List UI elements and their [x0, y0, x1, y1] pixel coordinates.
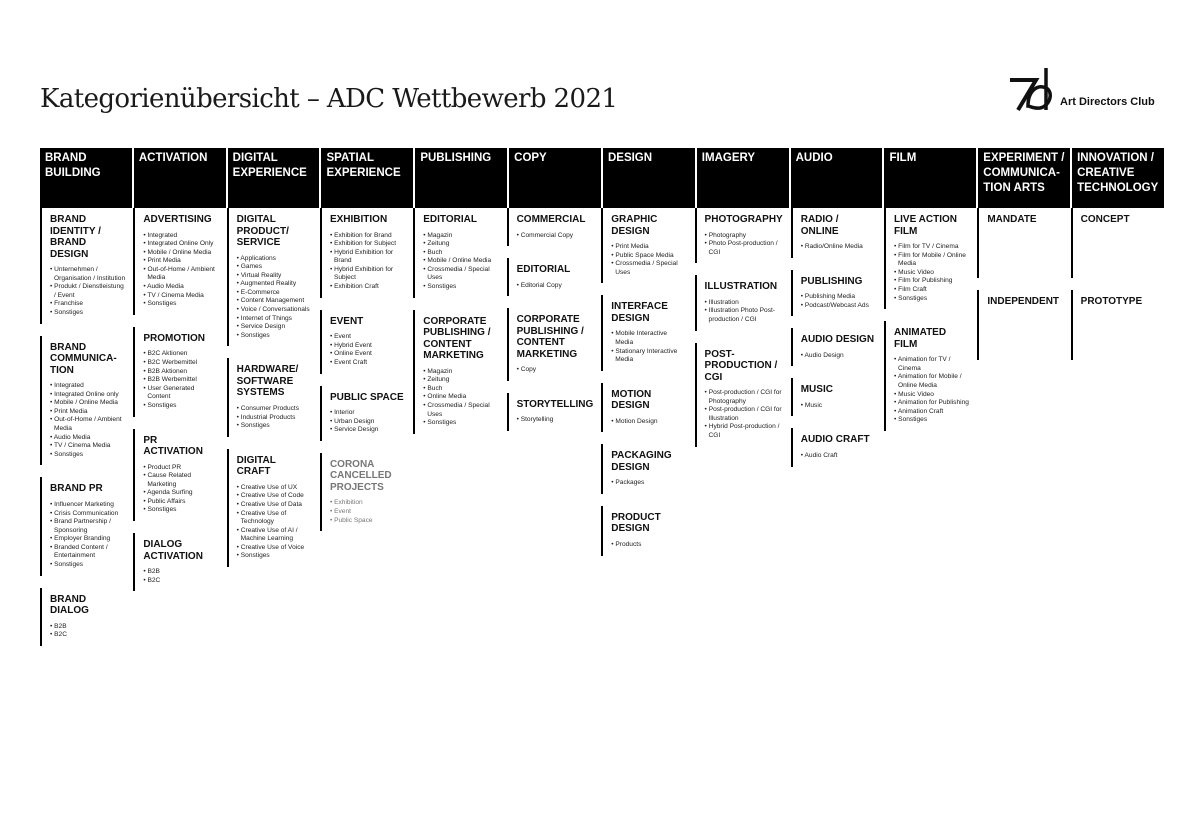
category-column	[791, 208, 884, 658]
subcategory-item: • Print Media	[143, 257, 218, 266]
subcategory-list	[705, 299, 783, 325]
category-title: CORPORATE PUBLISHING / CONTENT MARKETING	[516, 314, 584, 360]
category-column	[601, 208, 694, 658]
subcategory-item: • Games	[237, 263, 312, 272]
column-header: INNOVATION / CREATIVE TECHNOLOGY	[1072, 148, 1164, 208]
category-group	[133, 208, 226, 315]
subcategory-item: • Hybrid Post-production / CGI	[705, 423, 783, 440]
category-title: BRAND DIALOG	[50, 593, 89, 617]
subcategory-item: • Consumer Products	[237, 405, 312, 414]
category-group	[791, 378, 884, 416]
subcategory-item: • Illustration Photo Post-production / CGI	[705, 307, 783, 324]
category-group	[601, 383, 694, 433]
subcategory-item: • Print Media	[611, 243, 686, 252]
category-group	[601, 295, 694, 370]
subcategory-item: • Cause Related Marketing	[143, 472, 218, 489]
subcategory-item: • Brand Partnership / Sponsoring	[50, 518, 125, 535]
subcategory-item: • Product PR	[143, 464, 218, 473]
column-header: AUDIO	[791, 148, 885, 208]
subcategory-list	[801, 352, 876, 361]
category-column	[884, 208, 977, 658]
subcategory-item: • Photo Post-production / CGI	[705, 240, 783, 257]
category-group	[977, 208, 1070, 278]
adc-logo	[1006, 66, 1166, 116]
subcategory-item: • Zeitung	[423, 240, 498, 249]
subcategory-item: • B2B Aktionen	[143, 368, 218, 377]
subcategory-item: • Internet of Things	[237, 315, 312, 324]
category-group	[1071, 208, 1164, 278]
subcategory-item: • B2C	[143, 577, 218, 586]
column-header: PUBLISHING	[415, 148, 509, 208]
subcategory-list	[237, 405, 312, 431]
subcategory-item: • Magazin	[423, 232, 498, 241]
subcategory-item: • Employer Branding	[50, 535, 125, 544]
subcategory-list	[330, 409, 405, 435]
subcategory-list	[611, 479, 686, 488]
subcategory-list	[611, 541, 686, 550]
column-header: IMAGERY	[697, 148, 791, 208]
category-group	[40, 336, 133, 466]
subcategory-item: • Podcast/Webcast Ads	[801, 302, 876, 311]
subcategory-list	[517, 366, 594, 375]
category-title: DIGITAL CRAFT	[236, 454, 276, 478]
category-column	[133, 208, 226, 658]
subcategory-item: • Exhibition Craft	[330, 283, 405, 292]
subcategory-item: • Mobile / Online Media	[143, 249, 218, 258]
subcategory-item: • Event	[330, 508, 405, 517]
subcategory-item: • Unternehmen / Organisation / Institution	[50, 266, 125, 283]
category-title: PRODUCT DESIGN	[611, 511, 661, 535]
subcategory-item: • Service Design	[237, 323, 312, 332]
category-group	[320, 386, 413, 441]
subcategory-item: • Content Management	[237, 297, 312, 306]
subcategory-list	[237, 484, 312, 561]
subcategory-item: • B2B Werbemittel	[143, 376, 218, 385]
category-title: ANIMATED FILM	[894, 327, 947, 350]
category-group	[133, 429, 226, 522]
category-column	[320, 208, 413, 658]
subcategory-list	[801, 402, 876, 411]
category-title: EDITORIAL	[516, 264, 571, 276]
subcategory-item: • Hybrid Exhibition for Subject	[330, 266, 405, 283]
category-group	[413, 208, 506, 298]
subcategory-item: • Creative Use of AI / Machine Learning	[237, 527, 312, 544]
subcategory-item: • Zeitung	[423, 376, 498, 385]
subcategory-item: • Crossmedia / Special Uses	[423, 402, 498, 419]
category-group	[601, 208, 694, 283]
subcategory-list	[705, 389, 783, 441]
subcategory-item: • Sonstiges	[143, 506, 218, 515]
category-group	[227, 358, 320, 436]
category-title: DIGITAL PRODUCT/ SERVICE	[236, 214, 289, 248]
category-group	[133, 327, 226, 417]
category-title: PHOTOGRAPHY	[704, 214, 783, 225]
subcategory-item: • Agenda Surfing	[143, 489, 218, 498]
category-group	[507, 393, 602, 431]
subcategory-item: • Storytelling	[517, 416, 594, 425]
subcategory-list	[143, 232, 218, 309]
category-title: MUSIC	[800, 384, 833, 396]
subcategory-item: • TV / Cinema Media	[143, 292, 218, 301]
subcategory-item: • Augmented Reality	[237, 280, 312, 289]
subcategory-item: • Public Affairs	[143, 498, 218, 507]
subcategory-list	[517, 282, 594, 291]
category-column	[507, 208, 602, 658]
subcategory-item: • Out-of-Home / Ambient Media	[143, 266, 218, 283]
subcategory-item: • Sonstiges	[423, 419, 498, 428]
subcategory-item: • Print Media	[50, 408, 125, 417]
column-header: EXPERIMENT / COMMUNICA-TION ARTS	[978, 148, 1072, 208]
subcategory-item: • Creative Use of Data	[237, 501, 312, 510]
column-header: SPATIAL EXPERIENCE	[321, 148, 415, 208]
category-column	[695, 208, 791, 658]
subcategory-list	[423, 232, 498, 292]
category-title: GRAPHIC DESIGN	[611, 214, 658, 237]
subcategory-list	[237, 255, 312, 341]
category-title: RADIO / ONLINE	[800, 214, 839, 237]
subcategory-item: • Magazin	[423, 368, 498, 377]
column-header: BRAND BUILDING	[40, 148, 134, 208]
subcategory-item: • Exhibition for Brand	[330, 232, 405, 241]
subcategory-item: • Mobile / Online Media	[423, 257, 498, 266]
subcategory-item: • Audio Media	[143, 283, 218, 292]
subcategory-item: • Exhibition for Subject	[330, 240, 405, 249]
subcategory-item: • Motion Design	[611, 418, 686, 427]
subcategory-item: • Post-production / CGI for Illustration	[705, 406, 783, 423]
subcategory-item: • B2B	[143, 568, 218, 577]
subcategory-item: • Creative Use of UX	[237, 484, 312, 493]
category-title: HARDWARE/ SOFTWARE SYSTEMS	[236, 364, 299, 399]
category-group	[320, 208, 413, 298]
subcategory-item: • Public Space	[330, 517, 405, 526]
subcategory-item: • Online Event	[330, 350, 405, 359]
subcategory-item: • Sonstiges	[423, 283, 498, 292]
subcategory-item: • Music	[801, 402, 876, 411]
subcategory-item: • Voice / Conversationals	[237, 306, 312, 315]
subcategory-item: • B2C	[50, 631, 125, 640]
subcategory-item: • Urban Design	[330, 418, 405, 427]
subcategory-list	[801, 293, 876, 310]
subcategory-item: • Packages	[611, 479, 686, 488]
subcategory-item: • Integrated Online Only	[143, 240, 218, 249]
subcategory-item: • B2B	[50, 623, 125, 632]
subcategory-item: • Film Craft	[894, 286, 969, 295]
subcategory-item: • Sonstiges	[143, 300, 218, 309]
subcategory-list	[611, 330, 686, 364]
category-title: POST-PRODUCTION / CGI	[704, 348, 778, 383]
category-group	[884, 208, 977, 309]
subcategory-item: • Integrated	[50, 382, 125, 391]
category-group	[791, 208, 884, 258]
subcategory-item: • Franchise	[50, 300, 125, 309]
category-title: EDITORIAL	[423, 214, 477, 225]
category-title: EXHIBITION	[329, 214, 388, 225]
subcategory-item: • Interior	[330, 409, 405, 418]
category-title: EVENT	[329, 315, 364, 327]
category-columns	[40, 208, 1164, 658]
subcategory-list	[611, 243, 686, 277]
category-title: PROTOTYPE	[1080, 296, 1143, 307]
subcategory-item: • Produkt / Dienstleistung / Event	[50, 283, 125, 300]
category-title: STORYTELLING	[516, 398, 594, 410]
subcategory-item: • Mobile / Online Media	[50, 399, 125, 408]
column-header: FILM	[884, 148, 978, 208]
subcategory-item: • TV / Cinema Media	[50, 442, 125, 451]
category-group	[413, 310, 506, 434]
subcategory-item: • Creative Use of Code	[237, 492, 312, 501]
category-group	[320, 310, 413, 374]
category-title: ILLUSTRATION	[704, 281, 778, 293]
subcategory-list	[50, 623, 125, 640]
subcategory-item: • Creative Use of Voice	[237, 544, 312, 553]
subcategory-item: • Influencer Marketing	[50, 501, 125, 510]
category-title: BRAND COMMUNICA-TION	[50, 341, 117, 376]
subcategory-item: • Film for Publishing	[894, 277, 969, 286]
subcategory-item: • Audio Media	[50, 434, 125, 443]
category-group	[601, 444, 694, 494]
subcategory-item: • Sonstiges	[237, 332, 312, 341]
subcategory-item: • Crossmedia / Special Uses	[611, 260, 686, 277]
subcategory-item: • Animation Craft	[894, 408, 969, 417]
category-group	[40, 477, 133, 575]
category-title: BRAND IDENTITY / BRAND DESIGN	[50, 214, 101, 260]
column-header: COPY	[509, 148, 603, 208]
subcategory-item: • Mobile Interactive Media	[611, 330, 686, 347]
category-column	[227, 208, 320, 658]
subcategory-item: • Commercial Copy	[517, 232, 594, 241]
subcategory-item: • Products	[611, 541, 686, 550]
subcategory-list	[143, 350, 218, 410]
category-title: PROMOTION	[143, 332, 205, 344]
category-title: MOTION DESIGN	[611, 388, 652, 412]
category-title: DIALOG ACTIVATION	[143, 539, 203, 562]
page-title: Kategorienübersicht – ADC Wettbewerb 2021	[40, 84, 618, 114]
subcategory-item: • Animation for TV / Cinema	[894, 356, 969, 373]
category-title: LIVE ACTION FILM	[894, 214, 957, 237]
subcategory-item: • Industrial Products	[237, 414, 312, 423]
subcategory-item: • Publishing Media	[801, 293, 876, 302]
subcategory-item: • Radio/Online Media	[801, 243, 876, 252]
subcategory-item: • B2C Werbemittel	[143, 359, 218, 368]
category-group	[791, 428, 884, 466]
subcategory-list	[143, 568, 218, 585]
category-title: PR ACTIVATION	[143, 434, 203, 457]
subcategory-item: • Buch	[423, 249, 498, 258]
category-group	[320, 453, 413, 531]
subcategory-list	[50, 266, 125, 318]
category-title: CORONA CANCELLED PROJECTS	[329, 458, 392, 493]
subcategory-list	[705, 232, 783, 258]
category-group	[40, 208, 133, 324]
subcategory-list	[894, 356, 969, 425]
subcategory-item: • Sonstiges	[237, 422, 312, 431]
subcategory-item: • Music Video	[894, 269, 969, 278]
category-column	[1071, 208, 1164, 658]
subcategory-item: • Sonstiges	[50, 451, 125, 460]
subcategory-list	[330, 232, 405, 292]
subcategory-list	[894, 243, 969, 303]
subcategory-list	[517, 232, 594, 241]
subcategory-list	[611, 418, 686, 427]
subcategory-item: • User Generated Content	[143, 385, 218, 402]
subcategory-item: • Crossmedia / Special Uses	[423, 266, 498, 283]
category-group	[884, 321, 977, 431]
subcategory-item: • Buch	[423, 385, 498, 394]
subcategory-item: • Applications	[237, 255, 312, 264]
subcategory-item: • Crisis Communication	[50, 510, 125, 519]
category-title: BRAND PR	[50, 483, 103, 495]
category-title: ADVERTISING	[143, 214, 212, 225]
subcategory-item: • Audio Design	[801, 352, 876, 361]
category-group	[977, 290, 1070, 360]
subcategory-item: • Photography	[705, 232, 783, 241]
subcategory-item: • Film for TV / Cinema	[894, 243, 969, 252]
subcategory-item: • Sonstiges	[143, 402, 218, 411]
subcategory-list	[801, 452, 876, 461]
subcategory-item: • Film for Mobile / Online Media	[894, 252, 969, 269]
category-group	[507, 308, 602, 381]
category-group	[791, 328, 884, 366]
subcategory-item: • Sonstiges	[50, 561, 125, 570]
category-group	[227, 449, 320, 567]
category-group	[601, 506, 694, 556]
category-group	[695, 343, 791, 447]
category-title: AUDIO CRAFT	[800, 434, 870, 446]
subcategory-item: • Integrated Online only	[50, 391, 125, 400]
subcategory-item: • Event	[330, 333, 405, 342]
category-column	[40, 208, 133, 658]
subcategory-item: • B2C Aktionen	[143, 350, 218, 359]
subcategory-item: • Sonstiges	[894, 416, 969, 425]
subcategory-item: • Post-production / CGI for Photography	[705, 389, 783, 406]
category-title: MANDATE	[987, 214, 1037, 225]
subcategory-item: • Public Space Media	[611, 252, 686, 261]
subcategory-item: • Out-of-Home / Ambient Media	[50, 416, 125, 433]
category-column	[413, 208, 506, 658]
subcategory-item: • Animation for Publishing	[894, 399, 969, 408]
subcategory-item: • Service Design	[330, 426, 405, 435]
subcategory-item: • Sonstiges	[50, 309, 125, 318]
subcategory-item: • Online Media	[423, 393, 498, 402]
category-group	[507, 208, 602, 246]
category-group	[227, 208, 320, 346]
category-title: AUDIO DESIGN	[800, 334, 875, 346]
subcategory-list	[50, 382, 125, 459]
category-group	[40, 588, 133, 646]
subcategory-item: • Copy	[517, 366, 594, 375]
category-title: PUBLIC SPACE	[329, 391, 404, 403]
subcategory-list	[330, 499, 405, 525]
adc-logo-icon	[1006, 66, 1058, 116]
category-group	[507, 258, 602, 296]
category-group	[695, 208, 791, 263]
category-title: CONCEPT	[1080, 214, 1130, 225]
subcategory-list	[801, 243, 876, 252]
subcategory-item: • Virtual Reality	[237, 272, 312, 281]
category-title: INDEPENDENT	[987, 296, 1060, 307]
category-group	[1071, 290, 1164, 360]
subcategory-item: • Animation for Mobile / Online Media	[894, 373, 969, 390]
category-title: CORPORATE PUBLISHING / CONTENT MARKETING	[423, 315, 491, 362]
subcategory-item: • Hybrid Exhibition for Brand	[330, 249, 405, 266]
subcategory-list	[330, 333, 405, 367]
category-group	[791, 270, 884, 317]
subcategory-list	[143, 464, 218, 516]
column-header: ACTIVATION	[134, 148, 228, 208]
subcategory-item: • E-Commerce	[237, 289, 312, 298]
category-title: COMMERCIAL	[516, 214, 586, 225]
category-header-row	[40, 148, 1164, 208]
category-title: PACKAGING DESIGN	[611, 450, 672, 473]
subcategory-item: • Exhibition	[330, 499, 405, 508]
subcategory-item: • Illustration	[705, 299, 783, 308]
category-column	[977, 208, 1070, 658]
subcategory-list	[517, 416, 594, 425]
subcategory-item: • Hybrid Event	[330, 342, 405, 351]
category-group	[695, 275, 791, 330]
logo-text: Art Directors Club	[1060, 96, 1155, 108]
column-header: DESIGN	[603, 148, 697, 208]
category-group	[133, 533, 226, 591]
subcategory-item: • Music Video	[894, 391, 969, 400]
category-title: PUBLISHING	[800, 275, 863, 287]
subcategory-item: • Editorial Copy	[517, 282, 594, 291]
subcategory-item: • Sonstiges	[894, 295, 969, 304]
subcategory-item: • Event Craft	[330, 359, 405, 368]
subcategory-list	[50, 501, 125, 570]
subcategory-item: • Sonstiges	[237, 552, 312, 561]
subcategory-list	[423, 368, 498, 428]
subcategory-item: • Audio Craft	[801, 452, 876, 461]
category-title: INTERFACE DESIGN	[611, 301, 668, 324]
subcategory-item: • Stationary Interactive Media	[611, 348, 686, 365]
column-header: DIGITAL EXPERIENCE	[228, 148, 322, 208]
subcategory-item: • Creative Use of Technology	[237, 510, 312, 527]
subcategory-item: • Integrated	[143, 232, 218, 241]
subcategory-item: • Branded Content / Entertainment	[50, 544, 125, 561]
